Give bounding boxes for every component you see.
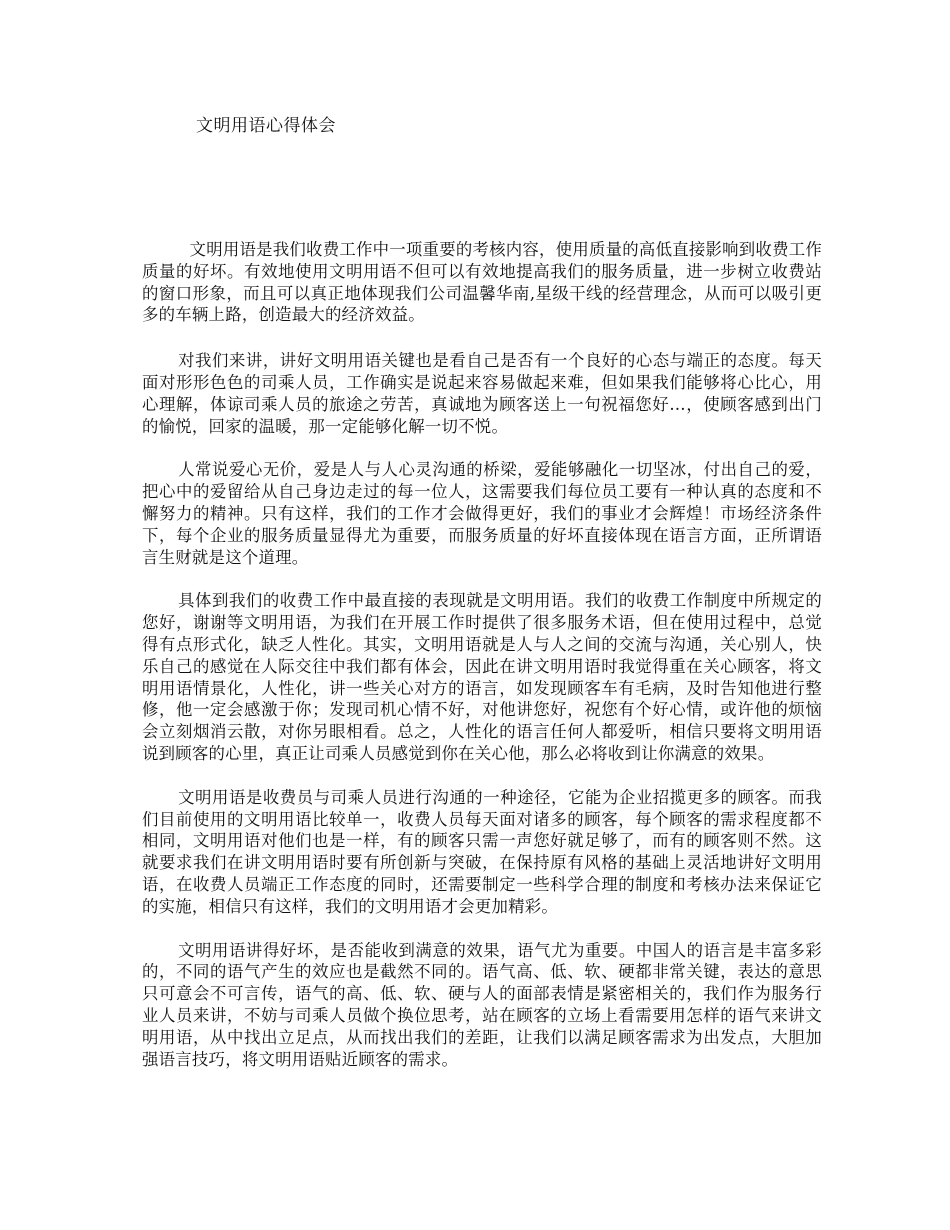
paragraph-2: 对我们来讲，讲好文明用语关键也是看自己是否有一个良好的心态与端正的态度。每天面对形形色色的司乘人员，工作确实是说起来容易做起来难，但如果我们能够将心比心，用心理解，体谅司乘人员的旅途之劳苦，真诚地为顾客送上一句祝福您好…，使顾客感到出门的愉悦，回家的温暖，那一定能够化解一切不悦。 [142, 351, 822, 436]
paragraph-1: 文明用语是我们收费工作中一项重要的考核内容，使用质量的高低直接影响到收费工作质量的好坏。有效地使用文明用语不但可以有效地提高我们的服务质量，进一步树立收费站的窗口形象，而且可以真正地体现我们公司温馨华南,星级干线的经营理念，从而可以吸引更多的车辆上路，创造最大的经济效益。 [142, 240, 822, 325]
document-title: 文明用语心得体会 [196, 116, 336, 136]
document-body [142, 239, 822, 1092]
paragraph-5: 文明用语是收费员与司乘人员进行沟通的一种途径，它能为企业招揽更多的顾客。而我们目前使用的文明用语比较单一，收费人员每天面对诸多的顾客，每个顾客的需求程度都不相同，文明用语对他们也是一样，有的顾客只需一声您好就足够了，而有的顾客则不然。这就要求我们在讲文明用语时要有所创新与突破，在保持原有风格的基础上灵活地讲好文明用语，在收费人员端正工作态度的同时，还需要制定一些科学合理的制度和考核办法来保证它的实施，相信只有这样，我们的文明用语才会更加精彩。 [142, 787, 822, 916]
paragraph-4: 具体到我们的收费工作中最直接的表现就是文明用语。我们的收费工作制度中所规定的您好，谢谢等文明用语，为我们在开展工作时提供了很多服务术语，但在使用过程中，总觉得有点形式化，缺乏人性化。其实，文明用语就是人与人之间的交流与沟通，关心别人，快乐自己的感觉在人际交往中我们都有体会，因此在讲文明用语时我觉得重在关心顾客，将文明用语情景化，人性化，讲一些关心对方的语言，如发现顾客车有毛病，及时告知他进行整修，他一定会感激于你；发现司机心情不好，对他讲您好，祝您有个好心情，或许他的烦恼会立刻烟消云散，对你另眼相看。总之，人性化的语言任何人都爱听，相信只要将文明用语说到顾客的心里，真正让司乘人员感觉到你在关心他，那么必将收到让你满意的效果。 [142, 591, 822, 763]
paragraph-6: 文明用语讲得好坏，是否能收到满意的效果，语气尤为重要。中国人的语言是丰富多彩的，不同的语气产生的效应也是截然不同的。语气高、低、软、硬都非常关键，表达的意思只可意会不可言传，语气的高、低、软、硬与人的面部表情是紧密相关的，我们作为服务行业人员来讲，不妨与司乘人员做个换位思考，站在顾客的立场上看需要用怎样的语气来讲文明用语，从中找出立足点，从而找出我们的差距，让我们以满足顾客需求为出发点，大胆加强语言技巧，将文明用语贴近顾客的需求。 [142, 940, 822, 1069]
paragraph-3: 人常说爱心无价，爱是人与人心灵沟通的桥梁，爱能够融化一切坚冰，付出自己的爱，把心中的爱留给从自己身边走过的每一位人，这需要我们每位员工要有一种认真的态度和不懈努力的精神。只有这样，我们的工作才会做得更好，我们的事业才会辉煌！市场经济条件下，每个企业的服务质量显得尤为重要，而服务质量的好坏直接体现在语言方面，正所谓语言生财就是这个道理。 [142, 460, 822, 567]
